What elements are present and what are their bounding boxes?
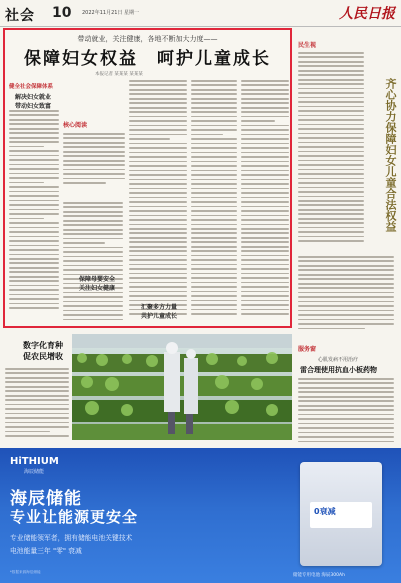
ad-description-2: 电池能量三年 "零" 衰减 xyxy=(10,547,82,555)
greenhouse-image xyxy=(72,334,292,440)
brand-logo: HiTHIUM xyxy=(10,456,59,467)
lower-article-title[interactable]: 数字化育种 促农民增收 xyxy=(23,340,63,361)
newspaper-logo: 人民日报 xyxy=(339,6,395,22)
text-column-1 xyxy=(9,110,59,325)
masthead xyxy=(0,0,401,27)
battery-label-text: 0衰减 xyxy=(314,507,336,516)
advertisement-banner[interactable] xyxy=(0,448,401,583)
text-column-4 xyxy=(191,80,237,325)
lower-text xyxy=(5,368,69,442)
page-number: 10 xyxy=(52,5,72,21)
text-column-3 xyxy=(129,80,187,325)
battery-product-image xyxy=(300,462,382,566)
product-caption: 储能专用电池 海辰300Ah xyxy=(293,573,345,578)
subheading-employment: 解决妇女就业 带动妇女致富 xyxy=(14,94,51,110)
commentary-title: 齐心协力保障妇女儿童合法权益 xyxy=(384,78,397,232)
article-kicker: 带动就业，关注健康，各地不断加大力度—— xyxy=(77,35,218,43)
text-column-2 xyxy=(63,202,123,327)
main-article[interactable] xyxy=(3,28,292,328)
text-column-5 xyxy=(241,80,289,325)
section-title: 社会 xyxy=(5,8,35,24)
service-headline: 雷合理使用抗血小板药物 xyxy=(300,366,377,374)
core-reading-box xyxy=(63,120,125,198)
ad-footnote: *数据来源海辰储能 xyxy=(10,570,41,574)
subheading-child-protection: 汇聚多方力量 共护儿童成长 xyxy=(140,304,177,320)
brand-logo-sub: 海辰储能 xyxy=(24,469,45,475)
column-tag-service: 服务窗 xyxy=(298,346,317,353)
right-text-1 xyxy=(298,52,364,252)
issue-date: 2022年11月21日 星期一 xyxy=(82,10,140,16)
ad-description-1: 专业储能领军者，拥有储能电池关键技术 xyxy=(10,534,133,542)
ad-slogan: 专业让能源更安全 xyxy=(10,508,139,526)
core-reading-title: 核心阅读 xyxy=(63,122,88,129)
subheading-maternal-health: 保障母婴安全 关注妇女健康 xyxy=(78,276,115,292)
article-headline: 保障妇女权益 呵护儿童成长 xyxy=(24,49,271,69)
subheading-social-security: 健全社会保障体系 xyxy=(9,84,54,90)
article-byline: 本报记者 某某某 某某某 xyxy=(95,72,143,77)
ad-headline: 海辰储能 xyxy=(10,489,82,509)
greenhouse-photo[interactable] xyxy=(72,334,292,440)
column-tag-livelihood: 民生视 xyxy=(298,42,317,49)
service-kicker: 心肌发病不用治疗 xyxy=(318,357,359,363)
right-text-3 xyxy=(298,378,394,446)
right-text-2 xyxy=(298,256,394,336)
